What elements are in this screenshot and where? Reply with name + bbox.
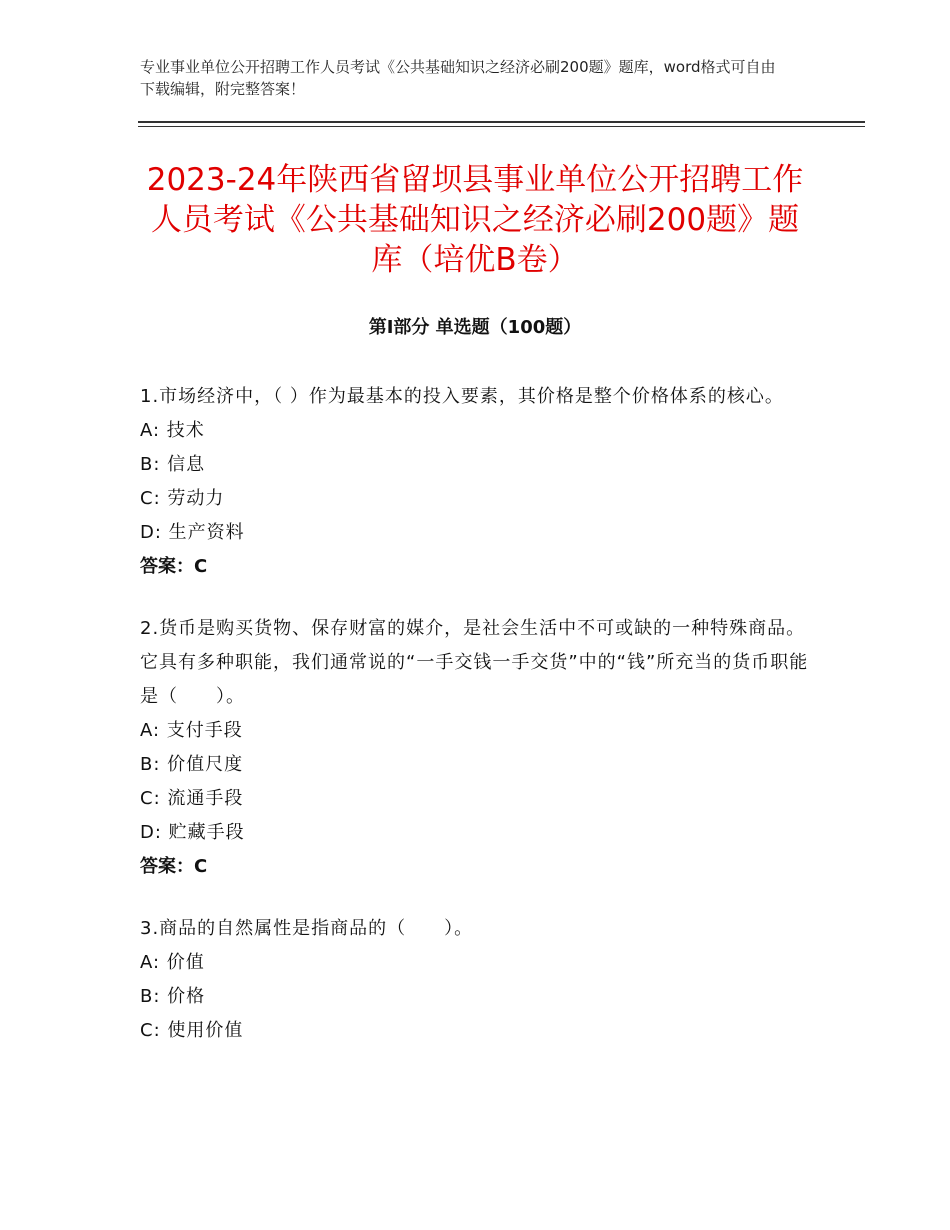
answer: 答案：C [140,556,208,577]
question-2 [140,612,810,884]
option-c: C: 使用价值 [140,1020,244,1041]
option-b: B: 信息 [140,454,206,475]
question-stem: 3.商品的自然属性是指商品的（ ）。 [140,918,474,939]
question-stem: 2.货币是购买货物、保存财富的媒介，是社会生活中不可或缺的一种特殊商品。它具有多种职能，我们通常说的“一手交钱一手交货”中的“钱”所充当的货币职能是（ ）。 [140,618,809,707]
question-3 [140,912,810,1048]
option-c: C: 劳动力 [140,488,225,509]
header-divider-thick [138,121,865,123]
question-stem: 1.市场经济中，（ ）作为最基本的投入要素，其价格是整个价格体系的核心。 [140,386,784,407]
option-d: D: 生产资料 [140,522,245,543]
document-title: 2023-24年陕西省留坝县事业单位公开招聘工作人员考试《公共基础知识之经济必刷200题》题库（培优B卷） [146,162,804,278]
question-1 [140,380,810,584]
option-a: A: 支付手段 [140,720,243,741]
option-a: A: 价值 [140,952,205,973]
answer: 答案：C [140,856,208,877]
header-divider-thin [138,126,865,127]
option-a: A: 技术 [140,420,205,441]
option-d: D: 贮藏手段 [140,822,245,843]
header-note: 专业事业单位公开招聘工作人员考试《公共基础知识之经济必刷200题》题库，word格式可自由下载编辑，附完整答案！ [140,58,776,98]
option-c: C: 流通手段 [140,788,244,809]
section-title: 第Ⅰ部分 单选题（100题） [368,317,582,338]
question-list [140,380,810,1076]
option-b: B: 价值尺度 [140,754,244,775]
option-b: B: 价格 [140,986,206,1007]
